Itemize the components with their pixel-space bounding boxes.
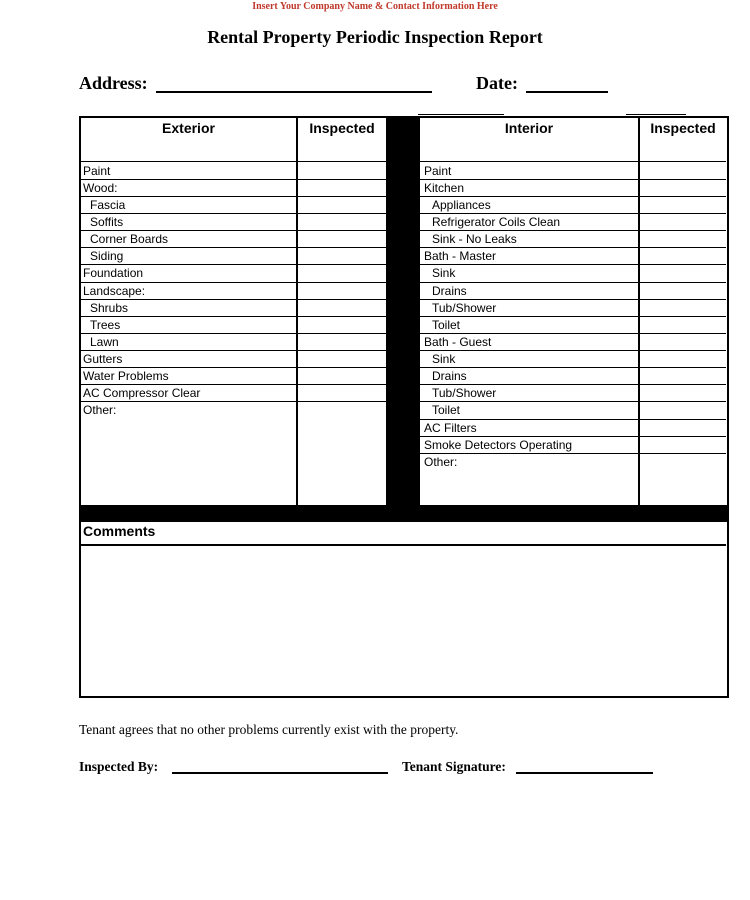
exterior-item-water-problems: Water Problems (83, 369, 169, 383)
tenant-signature-line[interactable] (516, 772, 653, 774)
interior-row-line (420, 264, 726, 265)
interior-item-kitchen: Kitchen (424, 181, 465, 195)
interior-item-bath-master: Bath - Master (424, 249, 497, 263)
interior-row-line (420, 419, 726, 420)
exterior-item-fascia: Fascia (90, 198, 126, 212)
exterior-item-shrubs: Shrubs (90, 301, 129, 315)
interior-row-line (420, 350, 726, 351)
exterior-item-trees: Trees (90, 318, 121, 332)
exterior-item-lawn: Lawn (90, 335, 119, 349)
interior-row-line (420, 230, 726, 231)
exterior-item-siding: Siding (90, 249, 124, 263)
exterior-row-line (81, 264, 386, 265)
exterior-item-other: Other: (83, 403, 117, 417)
decorative-line (626, 114, 686, 115)
interior-item-paint: Paint (424, 164, 452, 178)
exterior-row-line (81, 247, 386, 248)
interior-item-master-drains: Drains (432, 284, 467, 298)
center-divider-bar (386, 116, 420, 522)
interior-item-refrigerator-coils: Refrigerator Coils Clean (432, 215, 561, 229)
exterior-row-line (81, 401, 386, 402)
interior-column-divider (638, 116, 640, 505)
interior-item-appliances: Appliances (432, 198, 491, 212)
exterior-row-line (81, 282, 386, 283)
interior-item-kitchen-sink: Sink - No Leaks (432, 232, 517, 246)
interior-row-line (420, 213, 726, 214)
exterior-row-line (81, 213, 386, 214)
exterior-row-line (81, 350, 386, 351)
interior-heading: Interior (504, 120, 554, 136)
interior-item-other: Other: (424, 455, 458, 469)
interior-row-line (420, 333, 726, 334)
address-field-line[interactable] (156, 91, 432, 93)
date-field-line[interactable] (526, 91, 608, 93)
interior-row-line (420, 436, 726, 437)
exterior-inspected-heading: Inspected (309, 120, 375, 136)
exterior-item-soffits: Soffits (90, 215, 124, 229)
exterior-row-line (81, 333, 386, 334)
interior-item-guest-drains: Drains (432, 369, 467, 383)
interior-row-line (420, 282, 726, 283)
comments-separator-bar (79, 505, 727, 522)
exterior-row-line (81, 384, 386, 385)
decorative-line (418, 114, 504, 115)
company-info-placeholder: Insert Your Company Name & Contact Information Here (252, 1, 498, 12)
comments-label: Comments (83, 523, 156, 539)
interior-item-guest-tub-shower: Tub/Shower (432, 386, 497, 400)
interior-row-line (420, 299, 726, 300)
exterior-row-line (81, 367, 386, 368)
interior-item-bath-guest: Bath - Guest (424, 335, 492, 349)
tenant-agreement-text: Tenant agrees that no other problems currently exist with the property. (79, 722, 459, 737)
exterior-item-landscape: Landscape: (83, 284, 146, 298)
exterior-item-ac-compressor: AC Compressor Clear (83, 386, 201, 400)
header-separator (81, 161, 386, 162)
exterior-row-line (81, 179, 386, 180)
interior-row-line (420, 384, 726, 385)
exterior-heading: Exterior (162, 120, 215, 136)
interior-row-line (420, 179, 726, 180)
interior-row-line (420, 247, 726, 248)
exterior-row-line (81, 196, 386, 197)
interior-row-line (420, 196, 726, 197)
exterior-row-line (81, 299, 386, 300)
interior-item-guest-sink: Sink (432, 352, 456, 366)
comments-area[interactable] (81, 546, 726, 694)
header-separator (420, 161, 726, 162)
interior-row-line (420, 367, 726, 368)
interior-item-ac-filters: AC Filters (424, 421, 477, 435)
exterior-column-divider (296, 116, 298, 505)
inspected-by-signature-line[interactable] (172, 772, 388, 774)
exterior-row-line (81, 230, 386, 231)
interior-row-line (420, 316, 726, 317)
inspected-by-label: Inspected By: (79, 759, 159, 774)
exterior-item-corner-boards: Corner Boards (90, 232, 169, 246)
interior-item-smoke-detectors: Smoke Detectors Operating (424, 438, 573, 452)
interior-item-master-tub-shower: Tub/Shower (432, 301, 497, 315)
exterior-item-gutters: Gutters (83, 352, 123, 366)
interior-row-line (420, 401, 726, 402)
interior-item-master-toilet: Toilet (432, 318, 461, 332)
tenant-signature-label: Tenant Signature: (402, 759, 506, 774)
exterior-item-foundation: Foundation (83, 266, 144, 280)
interior-item-guest-toilet: Toilet (432, 403, 461, 417)
interior-inspected-heading: Inspected (650, 120, 716, 136)
page-title: Rental Property Periodic Inspection Report (207, 27, 543, 47)
interior-item-master-sink: Sink (432, 266, 456, 280)
exterior-item-wood: Wood: (83, 181, 118, 195)
interior-row-line (420, 453, 726, 454)
exterior-row-line (81, 316, 386, 317)
address-label: Address: (79, 73, 148, 93)
date-label: Date: (476, 73, 518, 93)
exterior-item-paint: Paint (83, 164, 111, 178)
